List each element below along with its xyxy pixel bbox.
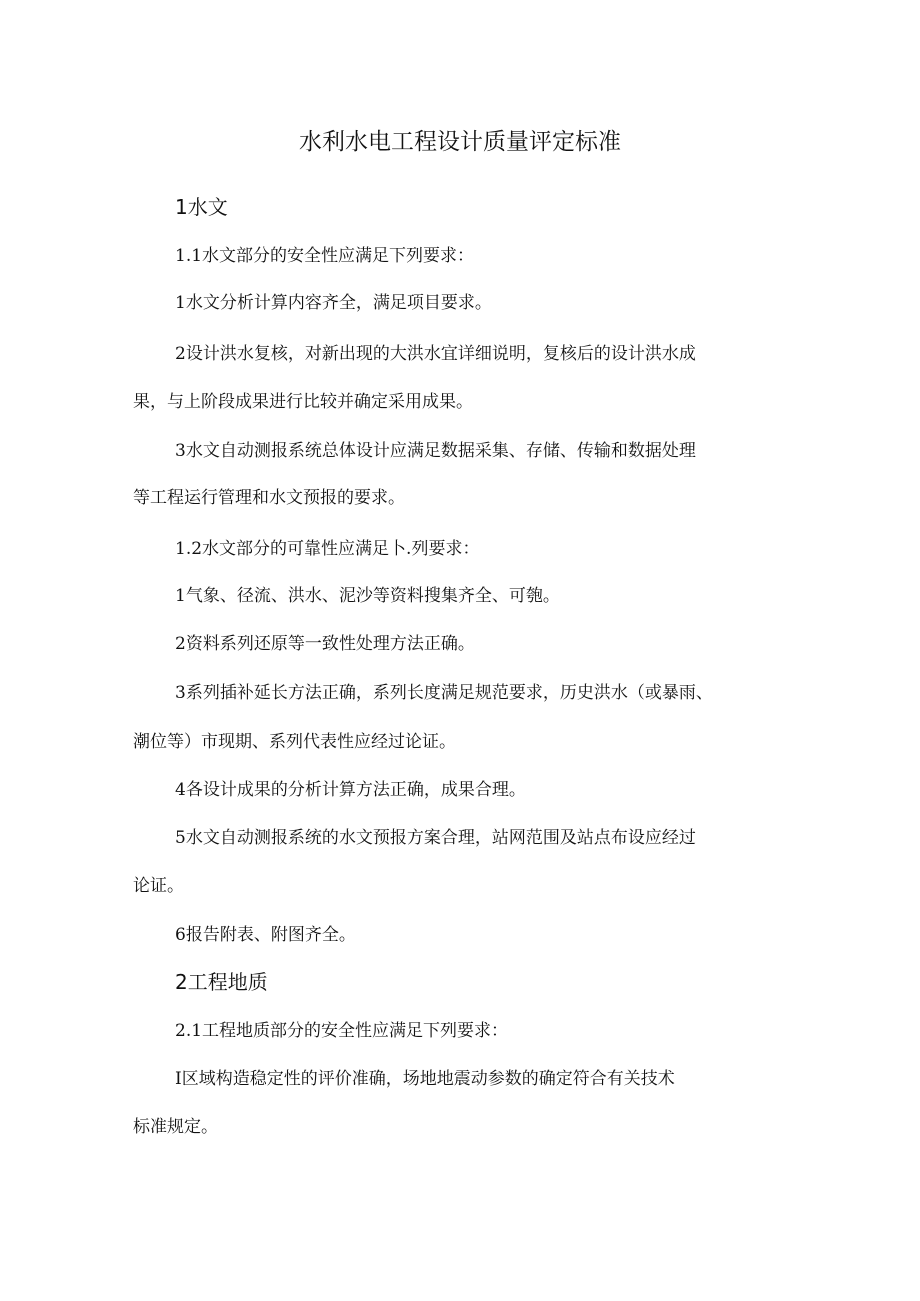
list-item-continuation: 论证。 [133,876,184,896]
list-item-line: 2资料系列还原等一致性处理方法正确。 [175,634,475,654]
document-title: 水利水电工程设计质量评定标准 [299,129,621,155]
list-item-continuation: 潮位等）市现期、系列代表性应经过论证。 [133,732,456,752]
list-item-line: 1气象、径流、洪水、泥沙等资料搜集齐全、可匏。 [175,586,560,606]
list-item-continuation: 等工程运行管理和水文预报的要求。 [133,488,405,508]
section-heading: 2工程地质 [175,970,268,994]
list-item-line: 3系列插补延长方法正确，系列长度满足规范要求，历史洪水（或暴雨、 [175,683,713,703]
subsection-heading: 1.1水文部分的安全性应满足下列要求： [175,246,475,266]
list-item-line: I区域构造稳定性的评价准确，场地地震动参数的确定符合有关技术 [175,1069,675,1089]
list-item-line: 5水文自动测报系统的水文预报方案合理，站网范围及站点布设应经过 [175,828,696,848]
list-item-line: 1水文分析计算内容齐全，满足项目要求。 [175,293,492,313]
subsection-heading: 2.1工程地质部分的安全性应满足下列要求： [175,1021,509,1041]
list-item-continuation: 果，与上阶段成果进行比较并确定采用成果。 [133,392,473,412]
list-item-line: 4各设计成果的分析计算方法正确，成果合理。 [175,780,526,800]
list-item-line: 3水文自动测报系统总体设计应满足数据采集、存储、传输和数据处理 [175,441,696,461]
subsection-heading: 1.2水文部分的可靠性应满足卜.列要求： [175,539,480,559]
list-item-line: 6报告附表、附图齐全。 [175,925,356,945]
list-item-continuation: 标准规定。 [133,1117,218,1137]
section-heading: 1水文 [175,195,228,219]
list-item-line: 2设计洪水复核，对新出现的大洪水宜详细说明，复核后的设计洪水成 [175,344,696,364]
